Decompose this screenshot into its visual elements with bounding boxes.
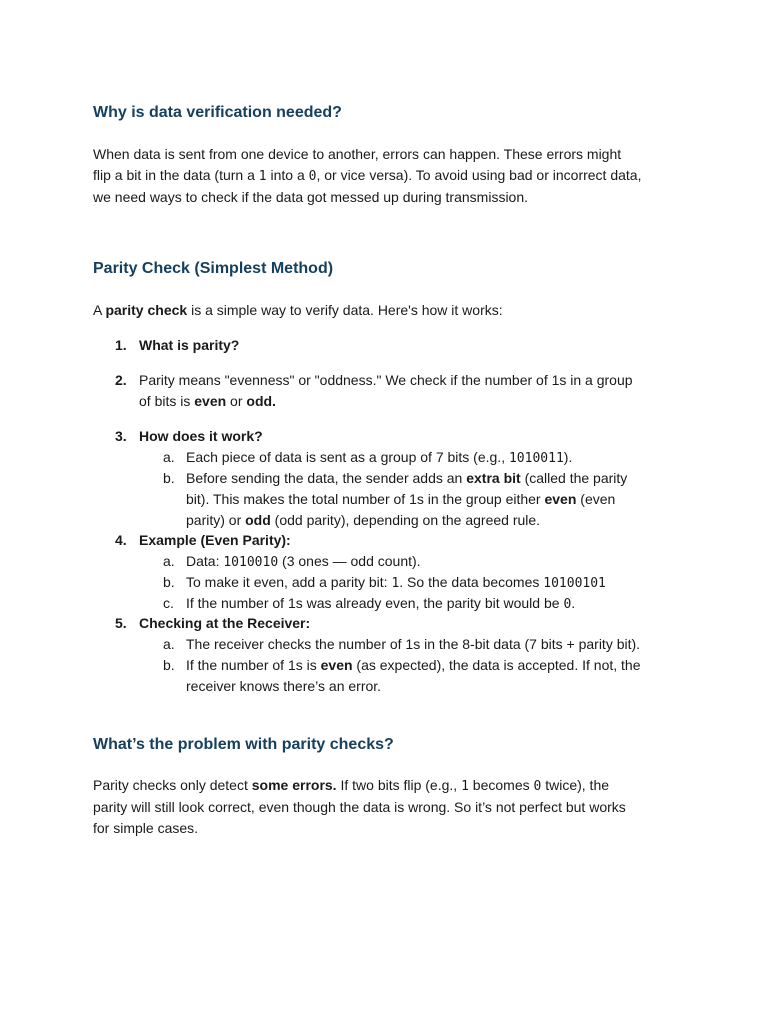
heading-why-verification: Why is data verification needed? — [93, 104, 342, 121]
heading-parity-check: Parity Check (Simplest Method) — [93, 260, 334, 277]
paragraph-parity-problem: Parity checks only detect some errors. If two bits flip (e.g., 1 becomes 0 twice), the parity will still look correct, even though the data is wrong. So it’s not perfect but works for simple cases. — [93, 777, 626, 836]
heading-parity-problem: What’s the problem with parity checks? — [93, 736, 394, 753]
paragraph-parity-intro: A parity check is a simple way to verify data. Here's how it works: — [93, 302, 503, 318]
paragraph-why-verification: When data is sent from one device to another, errors can happen. These errors might flip a bit in the data (turn a 1 into a 0, or vice versa). To avoid using bad or incorrect data, we need ways to check if the data got messed up during transmission. — [93, 146, 642, 205]
